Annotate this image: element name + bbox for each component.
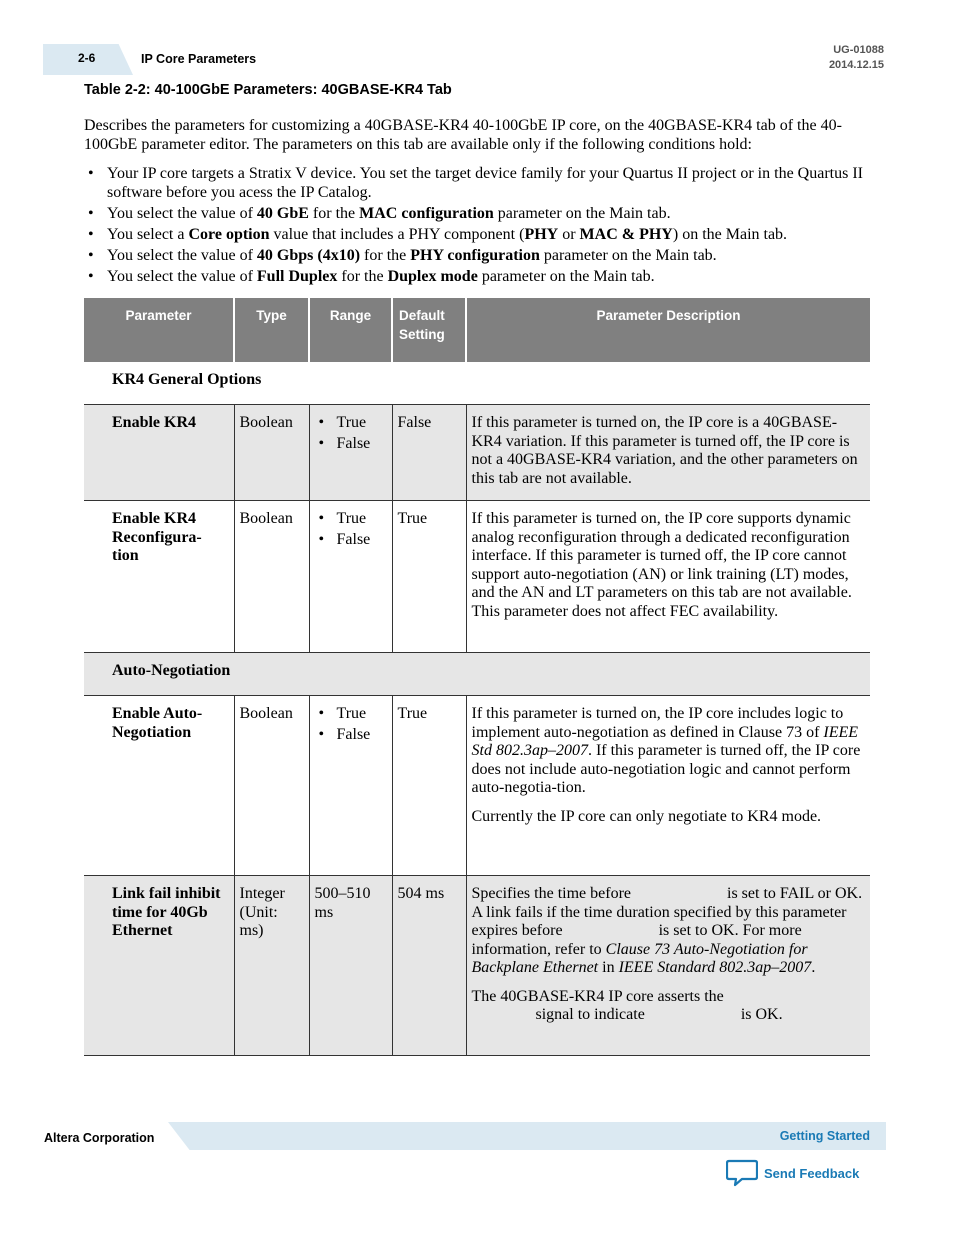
intro-paragraph: Describes the parameters for customizing a 40GBASE-KR4 40-100GbE IP core, on the 40GBASE-KR4 tab of the 40-100GbE parameter editor. The parameters on this tab are available only if the following conditions hold: xyxy=(84,117,842,153)
param-range: • True • False xyxy=(309,405,392,501)
param-type: Boolean xyxy=(234,696,309,876)
doc-info xyxy=(829,43,884,73)
param-description: If this parameter is turned on, the IP core supports dynamic analog reconfiguration through a dedicated reconfiguration interface. If this parameter is turned off, the IP core cannot support auto-negotiation (AN) or link training (LT) modes, and the AN and LT parameters on this tab are not available. This parameter does not affect FEC availability. xyxy=(466,501,870,653)
section-title: IP Core Parameters xyxy=(141,52,257,66)
param-range: • True • False xyxy=(309,696,392,876)
section-row-auto-negotiation xyxy=(84,653,870,696)
header-type: Type xyxy=(234,298,309,362)
section-row-kr4-general xyxy=(84,362,870,405)
footer-section-link[interactable]: Getting Started xyxy=(779,1129,870,1143)
conditions-list xyxy=(84,164,874,288)
doc-id: UG-01088 xyxy=(833,44,884,56)
section-label: Auto-Negotiation xyxy=(84,653,870,696)
table-row xyxy=(84,696,870,876)
param-range: • True • False xyxy=(309,501,392,653)
table-row xyxy=(84,405,870,501)
table-row xyxy=(84,876,870,1056)
param-name: Enable Auto-Negotiation xyxy=(84,696,234,876)
header-default: Default Setting xyxy=(392,298,466,362)
param-default: True xyxy=(392,696,466,876)
header-parameter: Parameter xyxy=(84,298,234,362)
footer-company: Altera Corporation xyxy=(44,1131,155,1145)
send-feedback-label: Send Feedback xyxy=(764,1165,860,1181)
footer-band xyxy=(168,1122,886,1150)
param-default: True xyxy=(392,501,466,653)
param-name: Enable KR4 Reconfigura-tion xyxy=(84,501,234,653)
list-item: • You select a Core option value that includes a PHY component (PHY or MAC & PHY) on the Main tab. xyxy=(84,225,874,244)
table-row xyxy=(84,501,870,653)
doc-date: 2014.12.15 xyxy=(828,59,884,71)
param-default: False xyxy=(392,405,466,501)
list-item: • You select the value of Full Duplex for the Duplex mode parameter on the Main tab. xyxy=(84,267,874,286)
list-item: • You select the value of 40 GbE for the MAC configuration parameter on the Main tab. xyxy=(84,204,874,223)
param-description: If this parameter is turned on, the IP core is a 40GBASE-KR4 variation. If this parameter is turned off, the IP core is not a 40GBASE-KR4 variation, and the other parameters on this tab are not available. xyxy=(466,405,870,501)
header-range: Range xyxy=(309,298,392,362)
section-label: KR4 General Options xyxy=(84,362,870,405)
param-type: Boolean xyxy=(234,405,309,501)
param-range: 500–510 ms xyxy=(309,876,392,1056)
table-header-row xyxy=(84,298,870,362)
param-type: Boolean xyxy=(234,501,309,653)
list-item: • You select the value of 40 Gbps (4x10) for the PHY configuration parameter on the Main tab. xyxy=(84,246,874,265)
param-name: Enable KR4 xyxy=(84,405,234,501)
param-name: Link fail inhibit time for 40Gb Ethernet xyxy=(84,876,234,1056)
page-number: 2-6 xyxy=(78,51,96,65)
parameters-table xyxy=(84,298,870,1056)
param-description: If this parameter is turned on, the IP core includes logic to implement auto-negotiation as defined in Clause 73 of IEEE Std 802.3ap–2007. If this parameter is turned off, the IP core does not include auto-negotiation logic and cannot perform auto-negotia-tion. Currently the IP core can only negotiate to KR4 mode. xyxy=(466,696,870,876)
speech-bubble-icon xyxy=(726,1159,758,1187)
param-default: 504 ms xyxy=(392,876,466,1056)
table-caption: Table 2-2: 40-100GbE Parameters: 40GBASE-KR4 Tab xyxy=(84,82,452,98)
param-type: Integer (Unit: ms) xyxy=(234,876,309,1056)
list-item: • Your IP core targets a Stratix V device. You set the target device family for your Quartus II project or in the Quartus II software before you acess the IP Catalog. xyxy=(84,164,874,202)
send-feedback-link[interactable] xyxy=(726,1159,859,1187)
header-description: Parameter Description xyxy=(466,298,870,362)
param-description: Specifies the time before is set to FAIL or OK. A link fails if the time duration specified by this parameter expires before is set to OK. For more information, refer to Clause 73 Auto-Negotiation for Backplane Ethernet in IEEE Standard 802.3ap–2007. The 40GBASE-KR4 IP core asserts the signal to indicate is OK. xyxy=(466,876,870,1056)
